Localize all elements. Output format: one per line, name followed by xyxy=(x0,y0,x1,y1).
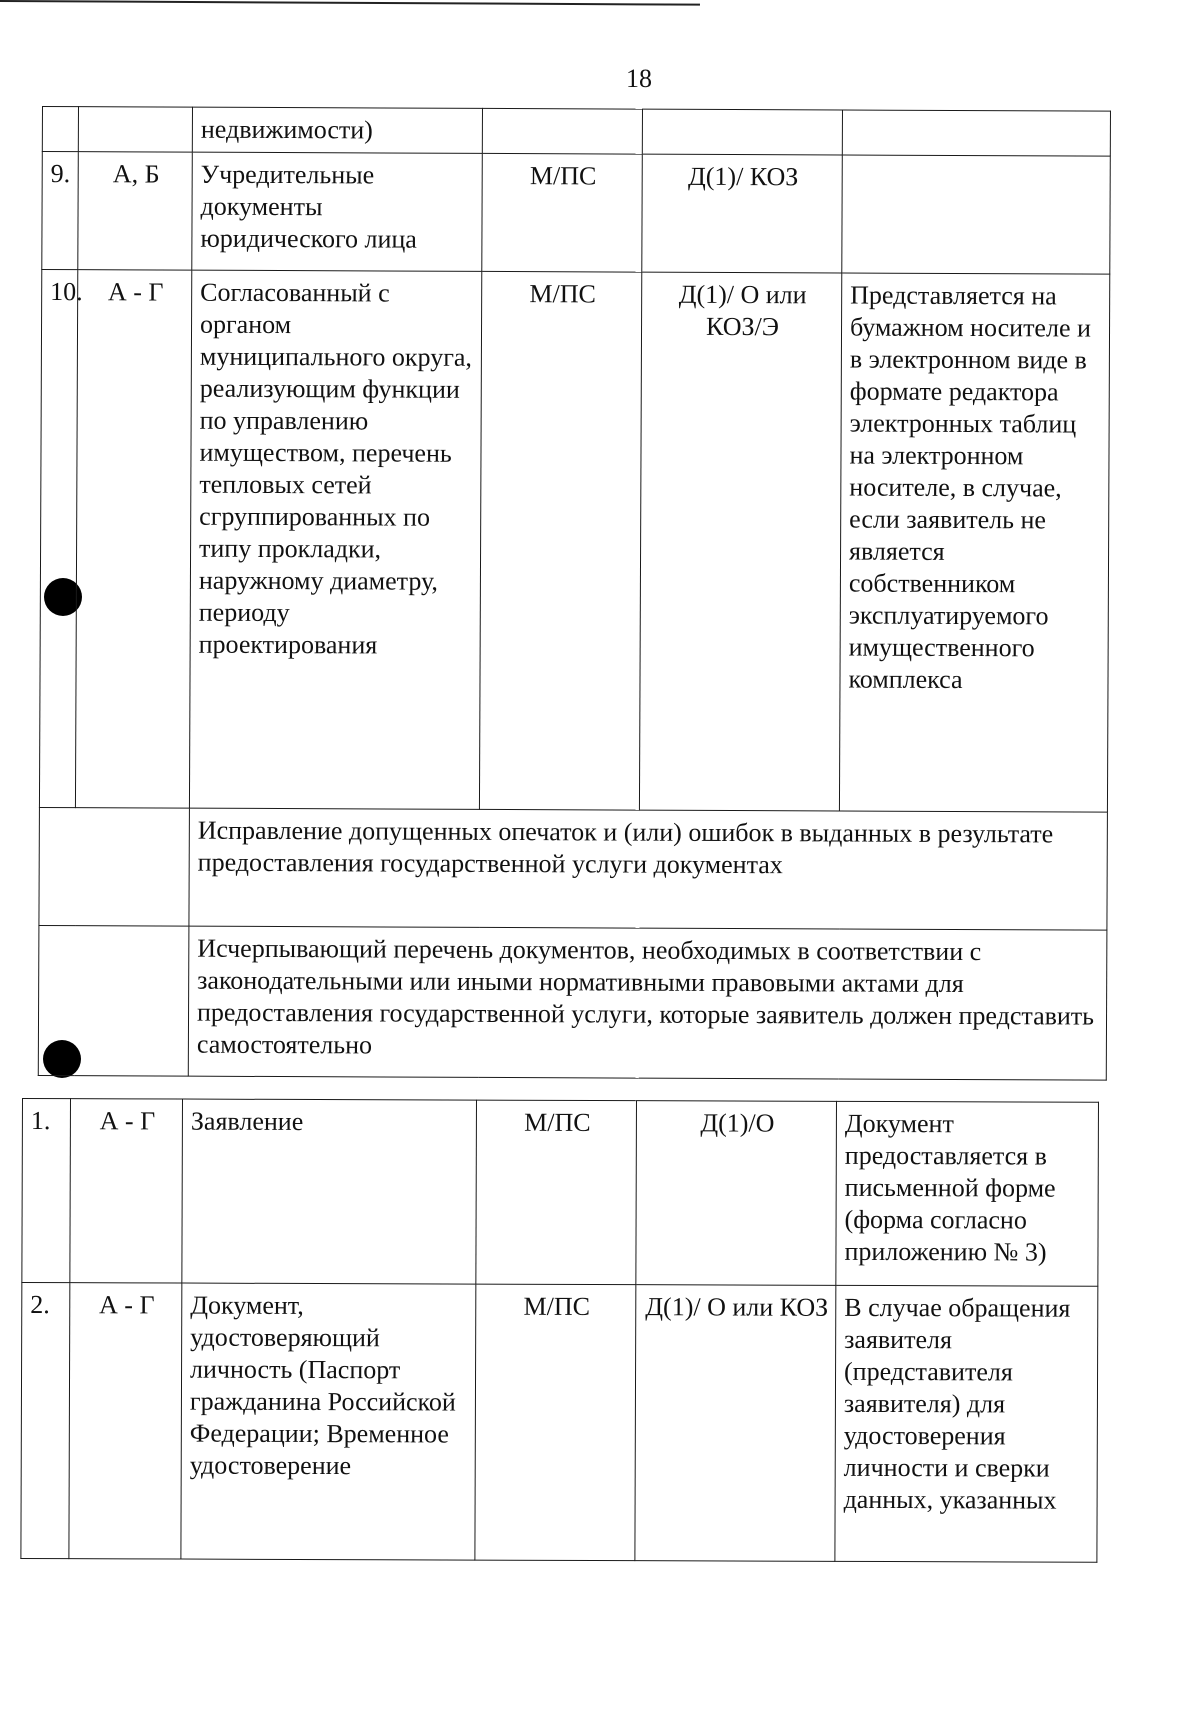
submission-method: М/ПС xyxy=(476,1100,637,1285)
document-name: Документ, удостоверяющий личность (Паспорт гражданина Российской Федерации; Временное удостоверение xyxy=(181,1283,476,1560)
table-row xyxy=(42,107,1110,157)
document-type: Д(1)/ О или КОЗ/Э xyxy=(639,272,841,811)
page-number: 18 xyxy=(626,64,652,93)
document-type: Д(1)/ КОЗ xyxy=(642,154,843,273)
documents-table-bottom xyxy=(20,1098,1099,1563)
row-number: 1. xyxy=(22,1099,71,1283)
row-number xyxy=(42,107,78,152)
submission-method xyxy=(482,108,642,154)
applicant-category: А - Г xyxy=(75,270,191,808)
scan-edge-line xyxy=(0,0,700,6)
row-number: 9. xyxy=(42,152,79,270)
documents-table-top xyxy=(38,106,1111,1081)
table-row xyxy=(21,1283,1098,1563)
document-note xyxy=(842,155,1111,274)
table-row xyxy=(39,270,1109,813)
document-name: Учредительные документы юридического лица xyxy=(192,152,483,271)
document-note xyxy=(842,110,1110,156)
applicant-category xyxy=(78,107,192,152)
document-name: Согласованный с органом муниципального округа, реализующим функции по управлению имуществом, перечень тепловых сетей сгруппированных по типу прокладки, наружному диаметру, периоду проектирования xyxy=(189,270,481,809)
document-name: недвижимости) xyxy=(192,107,482,153)
table-row xyxy=(22,1099,1099,1287)
submission-method: М/ПС xyxy=(482,153,643,272)
table-row xyxy=(42,152,1111,275)
applicant-category: А - Г xyxy=(70,1099,183,1283)
section-title-exhaustive-list: Исчерпывающий перечень документов, необходимых в соответствии с законодательными или иными нормативными правовыми актами для предоставления государственной услуги, которые заявитель должен представить самостоятельно xyxy=(188,926,1107,1080)
section-header-row xyxy=(39,807,1108,930)
row-number: 10. xyxy=(39,270,77,808)
document-type xyxy=(642,109,842,155)
applicant-category: А - Г xyxy=(69,1283,182,1559)
section-title-correction: Исправление допущенных опечаток и (или) ошибок в выданных в результате предоставления государственной услуги документах xyxy=(189,808,1108,930)
row-number: 2. xyxy=(21,1283,70,1559)
applicant-category: А, Б xyxy=(78,152,193,270)
submission-method: М/ПС xyxy=(479,271,641,810)
submission-method: М/ПС xyxy=(475,1284,636,1561)
document-type: Д(1)/О xyxy=(636,1101,837,1286)
document-note: В случае обращения заявителя (представителя заявителя) для удостоверения личности и сверки данных, указанных xyxy=(835,1285,1098,1562)
document-note: Представляется на бумажном носителе и в электронном виде в формате редактора электронных таблиц на электронном носителе, в случае, если заявитель не является собственником эксплуатируемого имущественного комплекса xyxy=(839,273,1109,812)
section-blank-cell xyxy=(39,807,190,926)
document-type: Д(1)/ О или КОЗ xyxy=(635,1285,836,1562)
section-header-row xyxy=(38,925,1107,1080)
section-blank-cell xyxy=(38,925,189,1076)
document-name: Заявление xyxy=(182,1099,477,1284)
document-note: Документ предоставляется в письменной форме (форма согласно приложению № 3) xyxy=(836,1101,1099,1286)
